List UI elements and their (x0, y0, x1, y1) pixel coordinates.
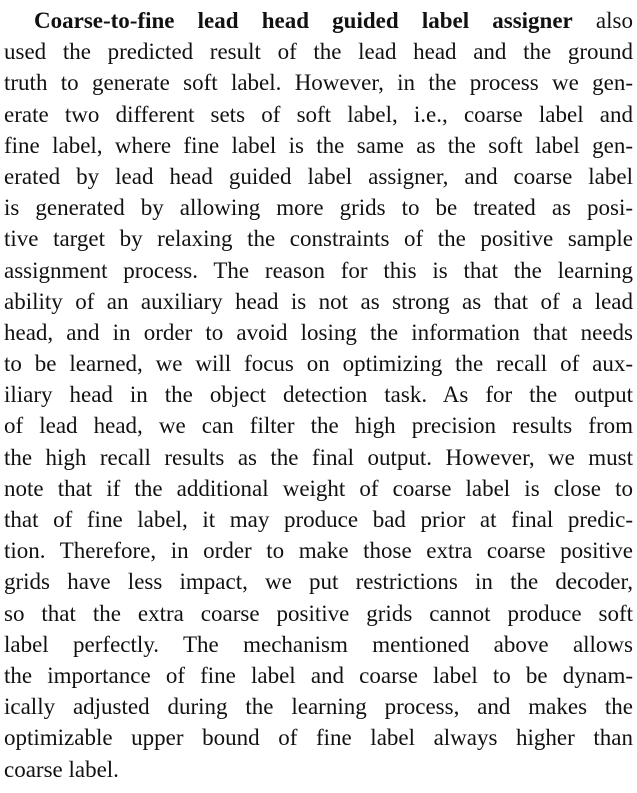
paragraph-line-9: assignment process. The reason for this is that the learning (4, 257, 633, 283)
paragraph-line-22: the importance of fine label and coarse label to be dynam- (4, 662, 633, 688)
paragraph-line-11: head, and in order to avoid losing the information that needs (4, 319, 633, 345)
paragraph-line-24: optimizable upper bound of fine label always higher than (4, 725, 633, 751)
paragraph-line-1 (4, 5, 633, 36)
paragraph-line-12: to be learned, we will focus on optimizing the recall of aux- (4, 351, 633, 377)
paragraph-line-4: erate two different sets of soft label, i.e., coarse label and (4, 101, 633, 127)
paragraph-line-18: tion. Therefore, in order to make those extra coarse positive (4, 538, 633, 564)
paragraph-line-6: erated by lead head guided label assigner, and coarse label (4, 163, 633, 189)
paragraph-line-2: used the predicted result of the lead head and the ground (4, 39, 633, 65)
paragraph-line-23: ically adjusted during the learning process, and makes the (4, 694, 633, 720)
paragraph-line-8: tive target by relaxing the constraints of the positive sample (4, 226, 633, 252)
paragraph-line-15: the high recall results as the final output. However, we must (4, 444, 633, 470)
paragraph-line-19: grids have less impact, we put restrictions in the decoder, (4, 569, 633, 595)
paragraph-line-25: coarse label. (4, 756, 119, 782)
paragraph-line-1-text: also (572, 8, 633, 33)
paragraph-line-21: label perfectly. The mechanism mentioned above allows (4, 631, 633, 657)
paragraph-line-3: truth to generate soft label. However, in the process we gen- (4, 70, 633, 96)
paragraph (4, 5, 633, 785)
paragraph-line-10: ability of an auxiliary head is not as strong as that of a lead (4, 288, 633, 314)
paragraph-line-14: of lead head, we can filter the high precision results from (4, 413, 633, 439)
paragraph-heading: Coarse-to-fine lead head guided label assigner (34, 8, 573, 33)
paragraph-line-17: that of fine label, it may produce bad prior at final predic- (4, 507, 633, 532)
paragraph-line-16: note that if the additional weight of coarse label is close to (4, 475, 633, 501)
paragraph-line-7: is generated by allowing more grids to be treated as posi- (4, 195, 633, 221)
paragraph-line-20: so that the extra coarse positive grids cannot produce soft (4, 600, 633, 626)
paragraph-line-5: fine label, where fine label is the same as the soft label gen- (4, 132, 633, 158)
paragraph-line-13: iliary head in the object detection task. As for the output (4, 382, 633, 408)
